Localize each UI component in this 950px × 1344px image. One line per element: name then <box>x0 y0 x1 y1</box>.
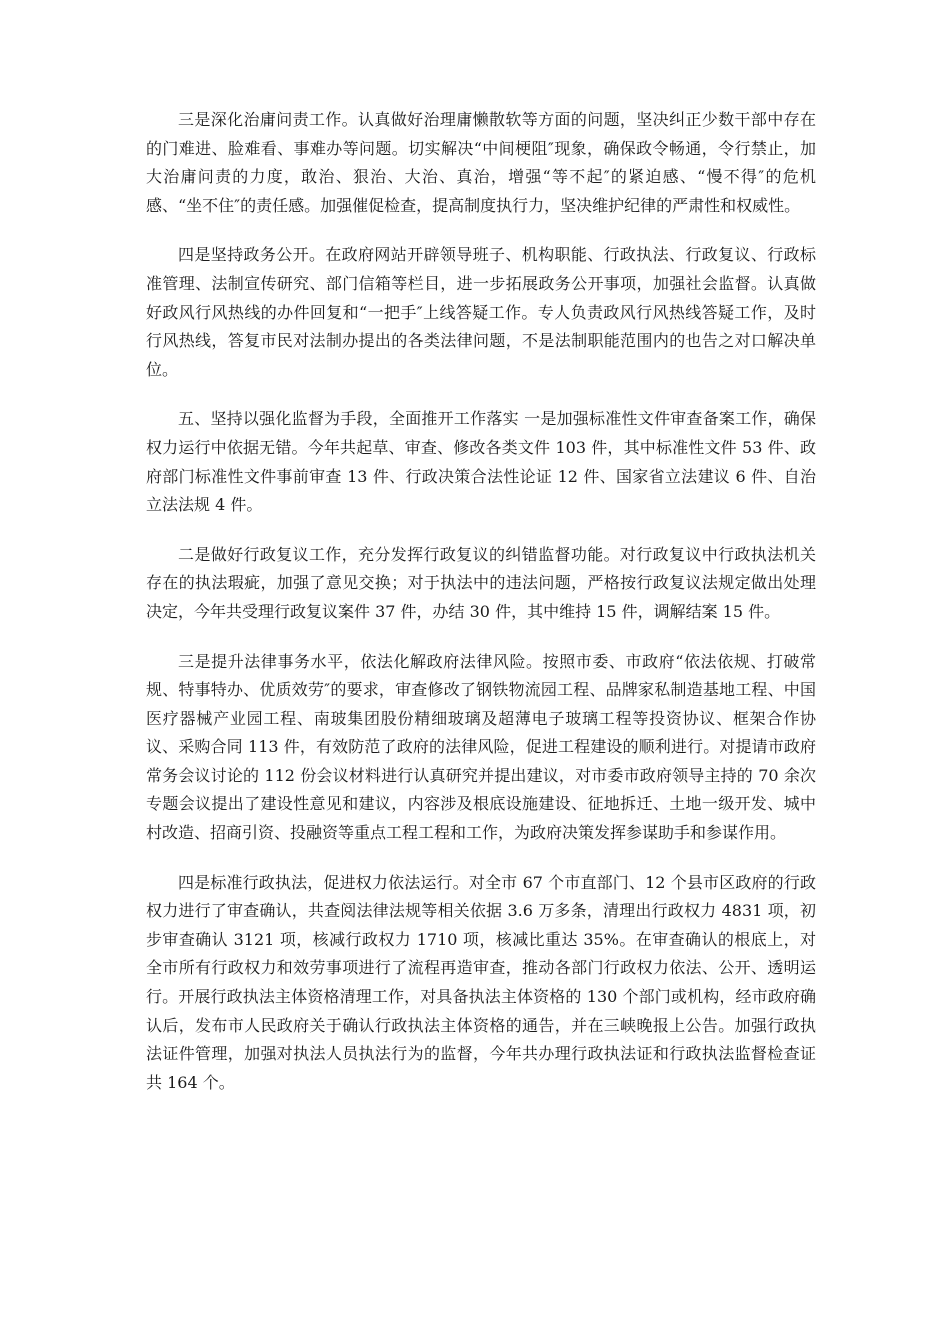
paragraph-2: 四是坚持政务公开。在政府网站开辟领导班子、机构职能、行政执法、行政复议、行政标准管理、法制宣传研究、部门信箱等栏目，进一步拓展政务公开事项，加强社会监督。认真做好政风行风热线的办件回复和“一把手″上线答疑工作。专人负责政风行风热线答疑工作，及时行风热线，答复市民对法制办提出的各类法律问题，不是法制职能范围内的也告之对口解决单位。 <box>146 245 816 379</box>
paragraph-1: 三是深化治庸问责工作。认真做好治理庸懒散软等方面的问题，坚决纠正少数干部中存在的门难进、脸难看、事难办等问题。切实解决“中间梗阻″现象，确保政令畅通，令行禁止，加大治庸问责的力度，敢治、狠治、大治、真治，增强“等不起″的紧迫感、“慢不得″的危机感、“坐不住″的责任感。加强催促检查，提高制度执行力，坚决维护纪律的严肃性和权威性。 <box>146 110 816 215</box>
paragraph-6: 四是标准行政执法，促进权力依法运行。对全市 67 个市直部门、12 个县市区政府的行政权力进行了审查确认，共查阅法律法规等相关依据 3.6 万多条，清理出行政权力 4831 项，初步审查确认 3121 项，核减行政权力 1710 项，核减比重达 35%。在审查确认的根底上，对全市所有行政权力和效劳事项进行了流程再造审查，推动各部门行政权力依法、公开、透明运行。开展行政执法主体资格清理工作，对具备执法主体资格的 130 个部门或机构，经市政府确认后，发布市人民政府关于确认行政执法主体资格的通告，并在三峡晚报上公告。加强行政执法证件管理，加强对执法人员执法行为的监督，今年共办理行政执法证和行政执法监督检查证共 164 个。 <box>146 872 816 1092</box>
paragraph-3: 五、坚持以强化监督为手段，全面推开工作落实 一是加强标准性文件审查备案工作，确保权力运行中依据无错。今年共起草、审查、修改各类文件 103 件，其中标准性文件 53 件、政府部门标准性文件事前审查 13 件、行政决策合法性论证 12 件、国家省立法建议 6 件、自治立法法规 4 件。 <box>146 409 816 515</box>
paragraph-5: 三是提升法律事务水平，依法化解政府法律风险。按照市委、市政府“依法依规、打破常规、特事特办、优质效劳″的要求，审查修改了钢铁物流园工程、品牌家私制造基地工程、中国医疗器械产业园工程、南玻集团股份精细玻璃及超薄电子玻璃工程等投资协议、框架合作协议、采购合同 113 件，有效防范了政府的法律风险，促进工程建设的顺利进行。对提请市政府常务会议讨论的 112 份会议材料进行认真研究并提出建议，对市委市政府领导主持的 70 余次专题会议提出了建设性意见和建议，内容涉及根底设施建设、征地拆迁、土地一级开发、城中村改造、招商引资、投融资等重点工程工程和工作，为政府决策发挥参谋助手和参谋作用。 <box>146 651 816 843</box>
document-body <box>146 106 816 1118</box>
paragraph-4: 二是做好行政复议工作，充分发挥行政复议的纠错监督功能。对行政复议中行政执法机关存在的执法瑕疵，加强了意见交换；对于执法中的违法问题，严格按行政复议法规定做出处理决定，今年共受理行政复议案件 37 件，办结 30 件，其中维持 15 件，调解结案 15 件。 <box>146 544 816 621</box>
